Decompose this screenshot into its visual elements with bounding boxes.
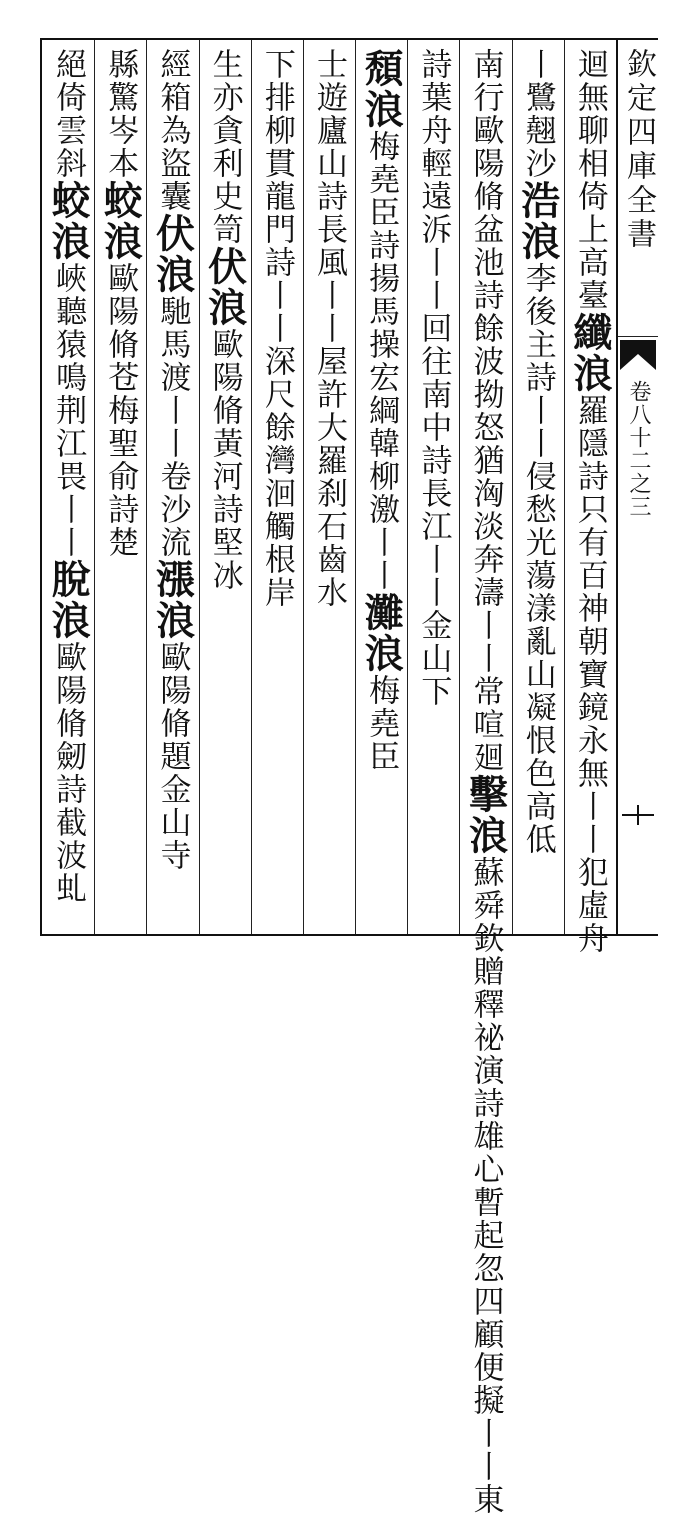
gloss-text: 馳馬渡丨丨卷沙流 (154, 295, 191, 559)
page-margin-strip (618, 38, 658, 936)
text-frame (40, 38, 618, 1516)
gloss-text: 李後主詩丨丨侵愁光蕩漾亂山凝恨色高低 (519, 262, 556, 856)
text-column (197, 48, 253, 926)
headword: 擊浪 (462, 774, 509, 856)
column-divider (199, 40, 200, 934)
text-column (40, 48, 96, 926)
headword: 脫浪 (45, 559, 92, 641)
column-text (144, 48, 200, 926)
column-text (197, 48, 253, 926)
headword: 頹浪 (358, 48, 405, 130)
margin-divider (618, 336, 658, 337)
gloss-text: 歐陽脩題金山寺 (154, 641, 191, 872)
gloss-text: 梅堯臣詩揚馬操宏綱韓柳激丨丨 (363, 130, 400, 592)
gloss-text: 詩葉舟輕遠泝丨丨回往南中詩長江丨丨金山下 (415, 48, 452, 708)
text-column (353, 48, 409, 926)
column-text (405, 48, 461, 926)
gloss-text: 絕倚雲斜 (50, 48, 87, 180)
gloss-text: 丨鷺翹沙 (519, 48, 556, 180)
gloss-text: 迴無聊相倚上高臺 (571, 48, 608, 312)
headword: 蛟浪 (97, 180, 144, 262)
gloss-text: 歐陽脩苍梅聖俞詩楚 (102, 262, 139, 559)
column-divider (459, 40, 460, 934)
column-text (458, 48, 514, 1516)
chapter-label: 卷八十二之三 (626, 380, 651, 518)
text-column (144, 48, 200, 926)
column-divider (251, 40, 252, 934)
column-divider (564, 40, 565, 934)
gloss-text: 經箱為盜囊 (154, 48, 191, 213)
column-text (301, 48, 357, 926)
text-column (405, 48, 461, 926)
column-divider (355, 40, 356, 934)
text-column (249, 48, 305, 926)
text-column (301, 48, 357, 926)
gloss-text: 峽聽猿鳴荆江畏丨丨 (50, 262, 87, 559)
book-title: 欽定四庫全書 (621, 48, 656, 252)
headword: 漲浪 (149, 559, 196, 641)
headword: 伏浪 (201, 246, 248, 328)
column-divider (146, 40, 147, 934)
text-column (92, 48, 148, 926)
gloss-text: 士遊廬山詩長風丨丨屋許大羅刹石齒水 (311, 48, 347, 609)
fishtail-mark-icon (620, 340, 656, 370)
headword: 纖浪 (566, 312, 613, 394)
gloss-text: 南行歐陽脩盆池詩餘波拗怒猶洶淡奔濤丨丨常喧廻 (467, 48, 504, 774)
cross-tick-mark-icon (622, 805, 654, 825)
column-text (562, 48, 618, 955)
column-divider (512, 40, 513, 934)
gloss-text: 蘇舜欽贈釋祕演詩雄心暫起忽四顧便擬丨丨東 (467, 856, 504, 1516)
text-column (458, 48, 514, 1516)
column-text (92, 48, 148, 926)
headword: 蛟浪 (45, 180, 92, 262)
column-text (510, 48, 566, 926)
gloss-text: 生亦貪利史笥 (206, 48, 243, 246)
gloss-text: 歐陽脩劒詩截波虬 (50, 641, 87, 905)
gloss-text: 下排柳貫龍門詩丨丨深尺餘灣洄觸根岸 (258, 48, 295, 609)
column-text (353, 48, 409, 926)
headword: 灘浪 (358, 592, 405, 674)
column-divider (303, 40, 304, 934)
gloss-text: 梅堯臣 (363, 674, 400, 773)
column-text (40, 48, 96, 926)
column-divider (407, 40, 408, 934)
column-text (249, 48, 305, 926)
text-column (562, 48, 618, 955)
gloss-text: 羅隱詩只有百神朝寶鏡永無丨丨犯虛舟 (571, 394, 608, 955)
gloss-text: 縣驚岑本 (102, 48, 139, 180)
column-divider (94, 40, 95, 934)
text-column (510, 48, 566, 926)
headword: 浩浪 (514, 180, 561, 262)
gloss-text: 歐陽脩黃河詩堅冰 (206, 328, 243, 592)
headword: 伏浪 (149, 213, 196, 295)
